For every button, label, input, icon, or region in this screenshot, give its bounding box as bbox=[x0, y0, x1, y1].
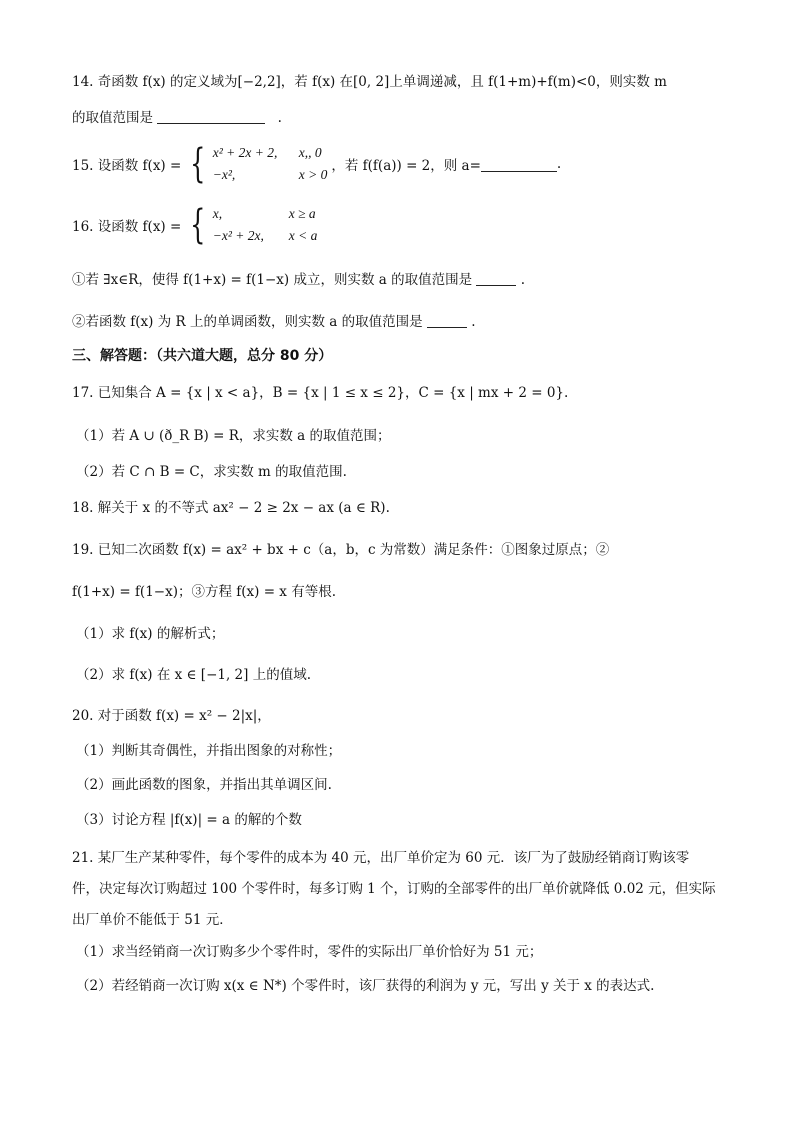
q16-case2-cond: x < a bbox=[288, 228, 318, 243]
q15-cases bbox=[213, 142, 328, 186]
q15-end: . bbox=[556, 156, 562, 172]
q16-part2-blank[interactable] bbox=[427, 313, 467, 328]
q14-line2 bbox=[72, 108, 282, 128]
q15-case1-cond: x,, 0 bbox=[298, 145, 322, 160]
q16-case2-expr: −x² + 2x, bbox=[212, 228, 264, 243]
q17-part2: （2）若 C ∩ B = C，求实数 m 的取值范围. bbox=[76, 464, 347, 480]
q16-brace: { bbox=[190, 202, 206, 248]
q17-stem: 17. 已知集合 A = {x | x < a}，B = {x | 1 ≤ x ≤ 2}，C = {x | mx + 2 = 0}. bbox=[72, 385, 569, 401]
q15-suffix: ，若 f(f(a)) = 2，则 a= bbox=[331, 158, 481, 174]
q21-part2: （2）若经销商一次订购 x(x ∈ N*) 个零件时，该厂获得的利润为 y 元，写出 y 关于 x 的表达式. bbox=[76, 978, 655, 994]
q20-part1: （1）判断其奇偶性，并指出图象的对称性； bbox=[76, 743, 342, 759]
q19-part2: （2）求 f(x) 在 x ∈ [−1, 2] 上的值域. bbox=[76, 667, 311, 683]
q18-stem: 18. 解关于 x 的不等式 ax² − 2 ≥ 2x − ax (a ∈ R). bbox=[72, 500, 390, 516]
q16-part1-end: . bbox=[520, 272, 525, 288]
q19-part1: （1）求 f(x) 的解析式； bbox=[76, 626, 225, 642]
q16-prefix: 16. 设函数 f(x) = bbox=[72, 219, 182, 235]
q21-line2: 件，决定每次订购超过 100 个零件时，每多订购 1 个，订购的全部零件的出厂单价就降低 0.02 元，但实际 bbox=[72, 881, 716, 897]
q20-part2: （2）画此函数的图象，并指出其单调区间. bbox=[76, 777, 332, 793]
q19-stem-line1: 19. 已知二次函数 f(x) = ax² + bx + c（a，b，c 为常数）满足条件：①图象过原点；② bbox=[72, 542, 610, 558]
q16-part1-text: ①若 ∃x∈R，使得 f(1+x) = f(1−x) 成立，则实数 a 的取值范围是 bbox=[72, 272, 473, 288]
q15-brace: { bbox=[190, 141, 206, 187]
q14-prefix: 的取值范围是 bbox=[72, 110, 153, 126]
q16-part2-text: ②若函数 f(x) 为 R 上的单调函数，则实数 a 的取值范围是 bbox=[72, 314, 423, 330]
q16-block bbox=[72, 203, 317, 247]
q15-block bbox=[72, 142, 561, 186]
q16-part2-end: . bbox=[471, 314, 476, 330]
q14-line1: 14. 奇函数 f(x) 的定义域为[−2,2]，若 f(x) 在[0, 2]上单调递减，且 f(1+m)+f(m)<0，则实数 m bbox=[72, 74, 667, 90]
q16-case1-cond: x ≥ a bbox=[288, 206, 316, 221]
q16-case1-expr: x, bbox=[212, 206, 223, 221]
q15-prefix: 15. 设函数 f(x) = bbox=[72, 158, 182, 174]
q15-case2-expr: −x², bbox=[212, 167, 236, 182]
q15-case1-expr: x² + 2x + 2, bbox=[212, 145, 278, 160]
q14-suffix: . bbox=[277, 110, 282, 126]
q15-case2-cond: x > 0 bbox=[298, 167, 328, 182]
q16-cases bbox=[213, 203, 318, 247]
q20-stem: 20. 对于函数 f(x) = x² − 2|x|， bbox=[72, 708, 271, 724]
q21-part1: （1）求当经销商一次订购多少个零件时，零件的实际出厂单价恰好为 51 元； bbox=[76, 944, 543, 960]
q14-answer-blank[interactable] bbox=[157, 109, 265, 124]
q15-answer-blank[interactable] bbox=[481, 157, 557, 172]
q19-stem-line2: f(1+x) = f(1−x)；③方程 f(x) = x 有等根. bbox=[72, 584, 337, 600]
q21-line1: 21. 某厂生产某种零件，每个零件的成本为 40 元，出厂单价定为 60 元．该厂为了鼓励经销商订购该零 bbox=[72, 850, 690, 866]
section-3-heading: 三、解答题：（共六道大题，总分 80 分） bbox=[72, 348, 333, 364]
q17-part1: （1）若 A ∪ (ð_R B) = R，求实数 a 的取值范围； bbox=[76, 428, 391, 444]
q16-part1-blank[interactable] bbox=[476, 271, 516, 286]
q16-part1 bbox=[72, 270, 525, 290]
q21-line3: 出厂单价不能低于 51 元． bbox=[72, 912, 233, 928]
q20-part3: （3）讨论方程 |f(x)| = a 的解的个数 bbox=[76, 812, 302, 828]
q16-part2 bbox=[72, 312, 476, 332]
